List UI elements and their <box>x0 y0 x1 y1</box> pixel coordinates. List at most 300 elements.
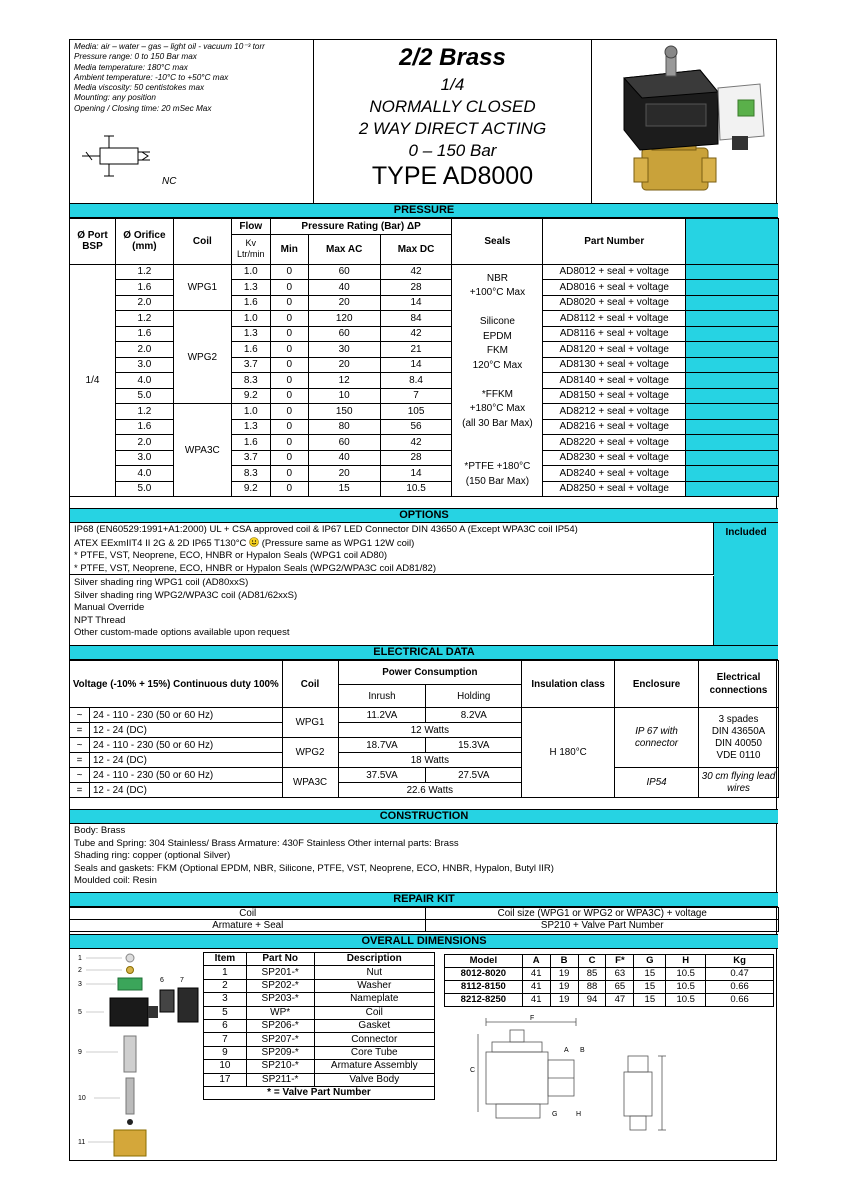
model-cell: 63 <box>606 968 634 981</box>
model-cell: 10.5 <box>666 994 706 1007</box>
dim-letter: A <box>564 1047 569 1054</box>
seal-line: *PTFE +180°C <box>464 461 531 472</box>
item-part-no: SP203-* <box>246 993 314 1006</box>
datasheet <box>69 39 777 1161</box>
max-ac-cell: 30 <box>308 342 380 358</box>
header-pressure: Pressure Rating (Bar) ΔP <box>270 219 452 235</box>
cyan-cell <box>686 357 779 373</box>
max-dc-cell: 14 <box>380 357 452 373</box>
item-number: 6 <box>204 1019 247 1032</box>
option-line: IP68 (EN60529:1991+A1:2000) UL + CSA approved coil & IP67 LED Connector DIN 43650 A (Except WPA3C coil IP54) <box>74 524 578 535</box>
electrical-table <box>69 660 779 798</box>
item-number: 9 <box>204 1046 247 1059</box>
core-tube-icon <box>124 1036 136 1072</box>
model-cell: 8112-8150 <box>445 981 523 994</box>
seal-line: +100°C Max <box>469 287 526 298</box>
header-insulation: Insulation class <box>522 661 615 708</box>
explode-label: 2 <box>78 967 82 974</box>
pressure-row <box>70 264 779 280</box>
item-row <box>204 966 435 979</box>
kv-cell: 9.2 <box>231 388 270 404</box>
model-cell: 41 <box>522 981 550 994</box>
cyan-cell <box>686 419 779 435</box>
construction-line: Seals and gaskets: FKM (Optional EPDM, NBR, Silicone, PTFE, VST, Neoprene, ECO, HNBR, Hypalon, Butyl IIR) <box>74 862 554 874</box>
option-line: Silver shading ring WPG1 coil (AD80xxS) <box>74 577 249 588</box>
part-number-cell: AD8150 + seal + voltage <box>543 388 686 404</box>
spec-block <box>70 40 314 203</box>
dc-symbol: = <box>70 753 90 768</box>
coil-name: WPG1 <box>282 708 338 738</box>
part-number-cell: AD8220 + seal + voltage <box>543 435 686 451</box>
max-ac-cell: 15 <box>308 481 380 497</box>
repair-armature-spec: SP210 + Valve Part Number <box>426 920 779 932</box>
spec-line: Media: air – water – gas – light oil - vacuum 10⁻³ torr <box>74 42 265 51</box>
section-dimensions: OVERALL DIMENSIONS <box>70 934 778 949</box>
section-electrical: ELECTRICAL DATA <box>70 645 778 660</box>
connection-spades <box>699 708 779 768</box>
kv-cell: 1.0 <box>231 264 270 280</box>
explode-label: 10 <box>78 1095 86 1102</box>
header-enclosure: Enclosure <box>615 661 699 708</box>
enclosure-ip67: IP 67 with connector <box>615 708 699 768</box>
max-ac-cell: 60 <box>308 264 380 280</box>
port-size-cell: 1/4 <box>70 264 116 497</box>
inrush-value: 11.2VA <box>338 708 426 723</box>
header-power: Power Consumption <box>338 661 522 685</box>
option-atex: ATEX EExmIIT4 II 2G & 2D IP65 T130°C <box>74 537 247 549</box>
max-dc-cell: 42 <box>380 264 452 280</box>
min-cell: 0 <box>270 435 308 451</box>
side-view-drawing <box>618 1048 678 1138</box>
max-dc-cell: 105 <box>380 404 452 420</box>
header-min: Min <box>270 234 308 264</box>
model-row <box>445 981 774 994</box>
model-cell: 41 <box>522 968 550 981</box>
orifice-cell: 1.6 <box>115 419 173 435</box>
max-ac-cell: 150 <box>308 404 380 420</box>
orifice-cell: 3.0 <box>115 357 173 373</box>
armature-icon <box>126 1078 134 1114</box>
item-part-no: SP201-* <box>246 966 314 979</box>
item-row <box>204 1060 435 1073</box>
option-line: Silver shading ring WPG2/WPA3C coil (AD81/62xxS) <box>74 589 298 601</box>
construction-line: Tube and Spring: 304 Stainless/ Brass Armature: 430F Stainless Other internal parts: Brass <box>74 837 459 849</box>
option-line: * PTFE, VST, Neoprene, ECO, HNBR or Hypalon Seals (WPG1 coil AD80) <box>74 550 388 561</box>
kv-cell: 1.6 <box>231 435 270 451</box>
ac-voltage: 24 - 110 - 230 (50 or 60 Hz) <box>89 768 282 783</box>
ac-symbol: ~ <box>70 738 90 753</box>
model-cell: 8212-8250 <box>445 994 523 1007</box>
inrush-value: 18.7VA <box>338 738 426 753</box>
seal-line: (all 30 Bar Max) <box>462 417 533 429</box>
model-row <box>445 994 774 1007</box>
model-cell: 41 <box>522 994 550 1007</box>
max-ac-cell: 40 <box>308 280 380 296</box>
enclosure-ip54: IP54 <box>615 768 699 798</box>
connection-leads: 30 cm flying lead wires <box>699 768 779 798</box>
construction-line: Moulded coil: Resin <box>74 875 157 887</box>
explode-label: 9 <box>78 1049 82 1056</box>
max-dc-cell: 14 <box>380 466 452 482</box>
header-voltage: Voltage (-10% + 15%) Continuous duty 100% <box>70 661 283 708</box>
dim-letter: F <box>530 1015 535 1022</box>
section-options: OPTIONS <box>70 508 778 523</box>
min-cell: 0 <box>270 450 308 466</box>
included-label: Included <box>725 527 767 538</box>
orifice-cell: 2.0 <box>115 435 173 451</box>
spec-line: Mounting: any position <box>74 93 156 103</box>
orifice-cell: 1.2 <box>115 404 173 420</box>
header-orifice: Ø Orifice (mm) <box>115 219 173 265</box>
max-ac-cell: 80 <box>308 419 380 435</box>
symbol-label: NC <box>162 176 177 187</box>
gasket-icon <box>160 990 174 1012</box>
coil-name: WPG2 <box>282 738 338 768</box>
seal-line <box>452 373 542 388</box>
page-title: 2/2 Brass <box>399 44 506 71</box>
cyan-cell <box>686 280 779 296</box>
header-max-ac: Max AC <box>308 234 380 264</box>
item-row <box>204 1033 435 1046</box>
model-cell: 47 <box>606 994 634 1007</box>
models-table <box>444 954 774 1007</box>
coil-name: WPA3C <box>282 768 338 798</box>
min-cell: 0 <box>270 280 308 296</box>
part-number-cell: AD8116 + seal + voltage <box>543 326 686 342</box>
orifice-cell: 4.0 <box>115 373 173 389</box>
model-cell: 94 <box>578 994 606 1007</box>
exploded-view <box>74 950 204 1160</box>
seal-line <box>452 301 542 316</box>
max-ac-cell: 60 <box>308 435 380 451</box>
item-row <box>204 1073 435 1086</box>
kv-cell: 9.2 <box>231 481 270 497</box>
orifice-cell: 4.0 <box>115 466 173 482</box>
max-ac-cell: 12 <box>308 373 380 389</box>
orifice-cell: 1.6 <box>115 280 173 296</box>
nameplate-icon <box>118 978 142 990</box>
washer-icon <box>127 967 134 974</box>
cyan-cell <box>686 373 779 389</box>
orifice-cell: 1.6 <box>115 326 173 342</box>
min-cell: 0 <box>270 373 308 389</box>
dc-watts: 12 Watts <box>338 723 522 738</box>
ac-voltage: 24 - 110 - 230 (50 or 60 Hz) <box>89 738 282 753</box>
ac-voltage: 24 - 110 - 230 (50 or 60 Hz) <box>89 708 282 723</box>
header-item: Item <box>204 953 247 966</box>
ac-symbol: ~ <box>70 768 90 783</box>
options-other-list <box>70 576 714 645</box>
dim-letter: C <box>470 1067 476 1074</box>
header-holding: Holding <box>426 685 522 708</box>
orifice-cell: 1.2 <box>115 264 173 280</box>
header-connections: Electrical connections <box>699 661 779 708</box>
valve-symbol-icon <box>78 132 168 182</box>
construction-line: Body: Brass <box>74 825 126 836</box>
pressure-rows <box>70 264 779 497</box>
header-kv: Kv Ltr/min <box>231 234 270 264</box>
item-number: 3 <box>204 993 247 1006</box>
explode-label: 7 <box>180 977 184 984</box>
part-number-cell: AD8120 + seal + voltage <box>543 342 686 358</box>
max-dc-cell: 21 <box>380 342 452 358</box>
max-dc-cell: 42 <box>380 435 452 451</box>
construction-line: Shading ring: copper (optional Silver) <box>74 850 231 862</box>
model-cell: 0.66 <box>706 981 774 994</box>
pressure-row <box>70 404 779 420</box>
item-part-no: SP207-* <box>246 1033 314 1046</box>
part-number-cell: AD8240 + seal + voltage <box>543 466 686 482</box>
cyan-cell <box>686 388 779 404</box>
header-coil: Coil <box>282 661 338 708</box>
item-description: Washer <box>314 979 434 992</box>
cyan-cell <box>686 326 779 342</box>
min-cell: 0 <box>270 311 308 327</box>
max-dc-cell: 28 <box>380 280 452 296</box>
max-dc-cell: 10.5 <box>380 481 452 497</box>
product-photo <box>592 40 778 203</box>
model-cell: 0.47 <box>706 968 774 981</box>
header-flow: Flow <box>231 219 270 235</box>
explode-label: 11 <box>78 1139 86 1146</box>
item-part-no: SP209-* <box>246 1046 314 1059</box>
kv-cell: 1.6 <box>231 342 270 358</box>
kv-cell: 1.3 <box>231 326 270 342</box>
seal-line: 120°C Max <box>472 359 523 371</box>
orifice-cell: 1.2 <box>115 311 173 327</box>
model-cell: 19 <box>550 981 578 994</box>
model-cell: 15 <box>634 968 666 981</box>
min-cell: 0 <box>270 295 308 311</box>
max-ac-cell: 60 <box>308 326 380 342</box>
solenoid-valve-icon <box>592 40 778 203</box>
options-included-column <box>714 523 778 645</box>
item-description: Connector <box>314 1033 434 1046</box>
conn-line: DIN 40050 <box>715 737 762 749</box>
spec-line: Media viscosity: 50 centistokes max <box>74 83 205 93</box>
models-header-cell: B <box>550 955 578 968</box>
kv-cell: 8.3 <box>231 373 270 389</box>
cyan-cell <box>686 311 779 327</box>
cyan-cell <box>686 219 779 265</box>
item-row <box>204 993 435 1006</box>
items-footnote: * = Valve Part Number <box>204 1086 435 1099</box>
repair-armature: Armature + Seal <box>70 920 426 932</box>
kv-cell: 1.0 <box>231 404 270 420</box>
min-cell: 0 <box>270 481 308 497</box>
max-ac-cell: 20 <box>308 357 380 373</box>
item-row <box>204 1019 435 1032</box>
smiley-icon <box>249 537 259 547</box>
seal-line: NBR <box>486 272 508 284</box>
kv-cell: 8.3 <box>231 466 270 482</box>
models-header-cell: F* <box>606 955 634 968</box>
header-seals: Seals <box>452 219 543 265</box>
option-line <box>70 537 713 551</box>
kv-cell: 1.0 <box>231 311 270 327</box>
title-block <box>314 40 592 203</box>
item-part-no: SP211-* <box>246 1073 314 1086</box>
option-atex-note: (Pressure same as WPG1 12W coil) <box>261 537 415 549</box>
header-part-no: Part No <box>246 953 314 966</box>
item-description: Nut <box>314 966 434 979</box>
item-description: Nameplate <box>314 993 434 1006</box>
min-cell: 0 <box>270 342 308 358</box>
dc-watts: 22.6 Watts <box>338 783 522 798</box>
item-description: Gasket <box>314 1019 434 1032</box>
max-dc-cell: 8.4 <box>380 373 452 389</box>
pressure-row <box>70 311 779 327</box>
seal-line: Silicone <box>479 316 515 327</box>
part-number-cell: AD8140 + seal + voltage <box>543 373 686 389</box>
pressure-table <box>69 218 779 497</box>
coil-cell: WPG1 <box>173 264 231 311</box>
min-cell: 0 <box>270 388 308 404</box>
max-dc-cell: 7 <box>380 388 452 404</box>
insulation-class: H 180°C <box>522 708 615 798</box>
seal-line: *FFKM <box>481 388 513 400</box>
header-port: Ø Port BSP <box>70 219 116 265</box>
model-cell: 8012-8020 <box>445 968 523 981</box>
repair-coil: Coil <box>70 908 426 920</box>
construction-list <box>70 824 778 892</box>
item-description: Coil <box>314 1006 434 1019</box>
repair-table <box>69 907 779 932</box>
item-row <box>204 1046 435 1059</box>
holding-value: 8.2VA <box>426 708 522 723</box>
item-row <box>204 1006 435 1019</box>
conn-line: VDE 0110 <box>716 749 761 761</box>
max-dc-cell: 42 <box>380 326 452 342</box>
model-cell: 10.5 <box>666 968 706 981</box>
max-ac-cell: 10 <box>308 388 380 404</box>
max-ac-cell: 40 <box>308 450 380 466</box>
model-cell: 88 <box>578 981 606 994</box>
option-line: Manual Override <box>74 602 145 613</box>
seal-line: +180°C Max <box>469 403 526 414</box>
seal-line <box>452 446 542 461</box>
orifice-cell: 2.0 <box>115 295 173 311</box>
dimension-drawing <box>456 1012 606 1122</box>
max-dc-cell: 84 <box>380 311 452 327</box>
part-number-cell: AD8216 + seal + voltage <box>543 419 686 435</box>
seal-line: FKM <box>486 345 508 356</box>
part-number-cell: AD8130 + seal + voltage <box>543 357 686 373</box>
part-number-cell: AD8212 + seal + voltage <box>543 404 686 420</box>
dc-voltage: 12 - 24 (DC) <box>89 783 282 798</box>
kv-cell: 3.7 <box>231 357 270 373</box>
max-dc-cell: 14 <box>380 295 452 311</box>
dim-letter: B <box>580 1047 585 1054</box>
kv-cell: 3.7 <box>231 450 270 466</box>
cyan-cell <box>686 342 779 358</box>
kv-cell: 1.3 <box>231 280 270 296</box>
model-cell: 65 <box>606 981 634 994</box>
coil-icon <box>110 998 148 1026</box>
nut-icon <box>126 954 134 962</box>
seal-line: EPDM <box>482 330 512 342</box>
coil-cell: WPG2 <box>173 311 231 404</box>
model-cell: 19 <box>550 994 578 1007</box>
model-cell: 15 <box>634 981 666 994</box>
min-cell: 0 <box>270 357 308 373</box>
part-number-cell: AD8250 + seal + voltage <box>543 481 686 497</box>
item-part-no: SP206-* <box>246 1019 314 1032</box>
part-number-cell: AD8020 + seal + voltage <box>543 295 686 311</box>
options-included-list <box>70 523 714 575</box>
dc-symbol: = <box>70 723 90 738</box>
spec-line: Pressure range: 0 to 150 Bar max <box>74 52 197 62</box>
holding-value: 27.5VA <box>426 768 522 783</box>
holding-value: 15.3VA <box>426 738 522 753</box>
part-number-cell: AD8230 + seal + voltage <box>543 450 686 466</box>
connector-icon <box>178 988 198 1022</box>
max-dc-cell: 56 <box>380 419 452 435</box>
kv-cell: 1.3 <box>231 419 270 435</box>
pressure-range: 0 – 150 Bar <box>408 141 497 160</box>
item-description: Valve Body <box>314 1073 434 1086</box>
max-ac-cell: 120 <box>308 311 380 327</box>
model-cell: 10.5 <box>666 981 706 994</box>
part-number-cell: AD8016 + seal + voltage <box>543 280 686 296</box>
models-header-cell: C <box>578 955 606 968</box>
orifice-cell: 3.0 <box>115 450 173 466</box>
seals-cell <box>452 264 543 497</box>
min-cell: 0 <box>270 404 308 420</box>
valve-body-icon <box>114 1130 146 1156</box>
item-number: 2 <box>204 979 247 992</box>
dc-voltage: 12 - 24 (DC) <box>89 723 282 738</box>
part-number-cell: AD8112 + seal + voltage <box>543 311 686 327</box>
model-cell: 0.66 <box>706 994 774 1007</box>
item-number: 7 <box>204 1033 247 1046</box>
kv-cell: 1.6 <box>231 295 270 311</box>
spec-line: Opening / Closing time: 20 mSec Max <box>74 103 212 113</box>
min-cell: 0 <box>270 264 308 280</box>
max-ac-cell: 20 <box>308 466 380 482</box>
cyan-cell <box>686 264 779 280</box>
min-cell: 0 <box>270 326 308 342</box>
repair-coil-spec: Coil size (WPG1 or WPG2 or WPA3C) + voltage <box>426 908 779 920</box>
item-number: 5 <box>204 1006 247 1019</box>
header-description: Description <box>314 953 434 966</box>
models-header-cell: G <box>634 955 666 968</box>
item-number: 17 <box>204 1073 247 1086</box>
explode-label: 1 <box>78 955 82 962</box>
model-cell: 15 <box>634 994 666 1007</box>
header-max-dc: Max DC <box>380 234 452 264</box>
header-part-number: Part Number <box>543 219 686 265</box>
header-inrush: Inrush <box>338 685 426 708</box>
dim-letter: G <box>552 1111 558 1118</box>
option-line: * PTFE, VST, Neoprene, ECO, HNBR or Hypalon Seals (WPG2/WPA3C coil AD81/82) <box>74 562 437 574</box>
min-cell: 0 <box>270 466 308 482</box>
items-rows <box>204 966 435 1087</box>
type-code: TYPE AD8000 <box>371 162 534 190</box>
inrush-value: 37.5VA <box>338 768 426 783</box>
conn-line: DIN 43650A <box>711 725 766 737</box>
coil-cell: WPA3C <box>173 404 231 497</box>
cyan-cell <box>686 450 779 466</box>
max-ac-cell: 20 <box>308 295 380 311</box>
dc-voltage: 12 - 24 (DC) <box>89 753 282 768</box>
part-number-cell: AD8012 + seal + voltage <box>543 264 686 280</box>
type-line-2: 2 WAY DIRECT ACTING <box>358 119 547 138</box>
spec-line: Ambient temperature: -10°C to +50°C max <box>74 72 229 82</box>
cyan-cell <box>686 295 779 311</box>
models-header-cell: Kg <box>706 955 774 968</box>
item-row <box>204 979 435 992</box>
